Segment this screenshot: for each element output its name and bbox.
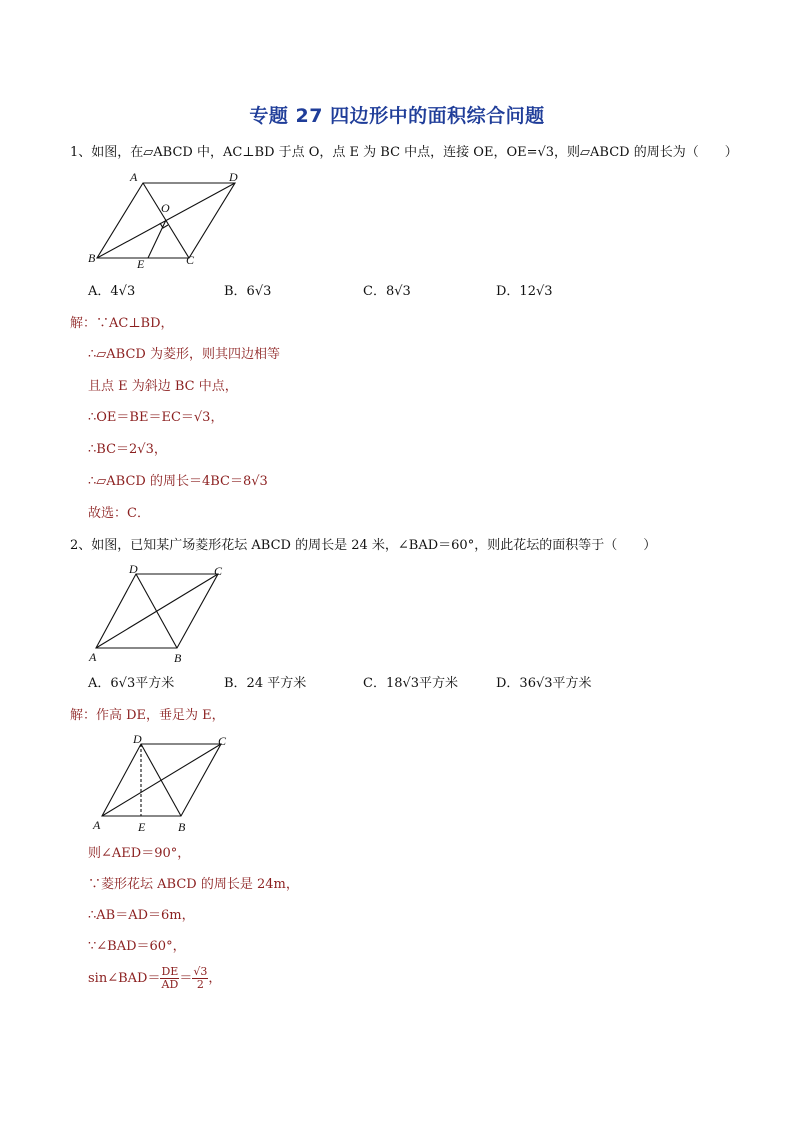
- q1-option-d: D．12√3: [496, 284, 553, 299]
- question-1-text: 1、如图，在▱ABCD 中，AC⊥BD 于点 O，点 E 为 BC 中点，连接 OE，OE=√3，则▱ABCD 的周长为（ ）: [70, 145, 738, 160]
- label-e: E: [138, 820, 146, 834]
- fraction-numerator: √3: [193, 965, 208, 978]
- figure-rhombus-abcd: [86, 560, 246, 666]
- equals-sign: ＝: [179, 971, 193, 986]
- s2-line-4: ∵∠BAD＝60°，: [88, 939, 186, 954]
- q2-option-a: A．6√3平方米: [88, 676, 175, 691]
- fraction-de-ad: [160, 966, 179, 991]
- label-d: D: [129, 562, 138, 576]
- s2-line-1: 则∠AED＝90°，: [88, 846, 191, 861]
- figure-rhombus-with-height: [88, 730, 248, 836]
- label-c: C: [214, 564, 223, 578]
- s2-intro: 解：作高 DE，垂足为 E，: [70, 708, 225, 723]
- fraction-root3-over-2: [192, 966, 208, 991]
- label-b: B: [88, 251, 96, 265]
- s1-line-5: ∴BC＝2√3，: [88, 442, 167, 457]
- label-d: D: [133, 732, 142, 746]
- s1-line-2: ∴▱ABCD 为菱形，则其四边相等: [88, 347, 280, 362]
- q1-option-b: B．6√3: [224, 284, 272, 299]
- fraction-denominator: AD: [161, 978, 179, 991]
- figure-parallelogram-abcd: [86, 168, 256, 272]
- q2-option-c: C．18√3平方米: [363, 676, 459, 691]
- s1-line-7: 故选：C．: [88, 506, 150, 521]
- page-title: 专题 27 四边形中的面积综合问题: [249, 105, 545, 127]
- label-b: B: [174, 651, 182, 665]
- label-d: D: [229, 170, 238, 184]
- q2-option-b: B．24 平方米: [224, 676, 307, 691]
- label-o: O: [161, 201, 170, 215]
- s1-line-4: ∴OE＝BE＝EC＝√3，: [88, 410, 224, 425]
- s1-line-6: ∴▱ABCD 的周长＝4BC＝8√3: [88, 474, 268, 489]
- q1-option-c: C．8√3: [363, 284, 411, 299]
- q1-option-a: A．4√3: [88, 284, 136, 299]
- s2-sin-formula: [88, 966, 221, 991]
- label-c: C: [186, 253, 195, 267]
- comma: ，: [208, 971, 222, 986]
- s1-line-3: 且点 E 为斜边 BC 中点，: [88, 379, 238, 394]
- label-a: A: [89, 650, 97, 664]
- label-b: B: [178, 820, 186, 834]
- q2-option-d: D．36√3平方米: [496, 676, 592, 691]
- label-c: C: [218, 734, 227, 748]
- s2-line-2: ∵菱形花坛 ABCD 的周长是 24m，: [88, 877, 299, 892]
- question-2-text: 2、如图，已知某广场菱形花坛 ABCD 的周长是 24 米，∠BAD＝60°，则此花坛的面积等于（ ）: [70, 538, 657, 553]
- s2-line-3: ∴AB＝AD＝6m，: [88, 908, 195, 923]
- label-e: E: [137, 257, 145, 271]
- s1-line-1: 解：∵AC⊥BD，: [70, 316, 174, 331]
- label-a: A: [130, 170, 138, 184]
- fraction-denominator: 2: [196, 978, 204, 991]
- fraction-numerator: DE: [161, 965, 179, 978]
- sin-prefix: sin∠BAD＝: [88, 971, 161, 986]
- label-a: A: [93, 818, 101, 832]
